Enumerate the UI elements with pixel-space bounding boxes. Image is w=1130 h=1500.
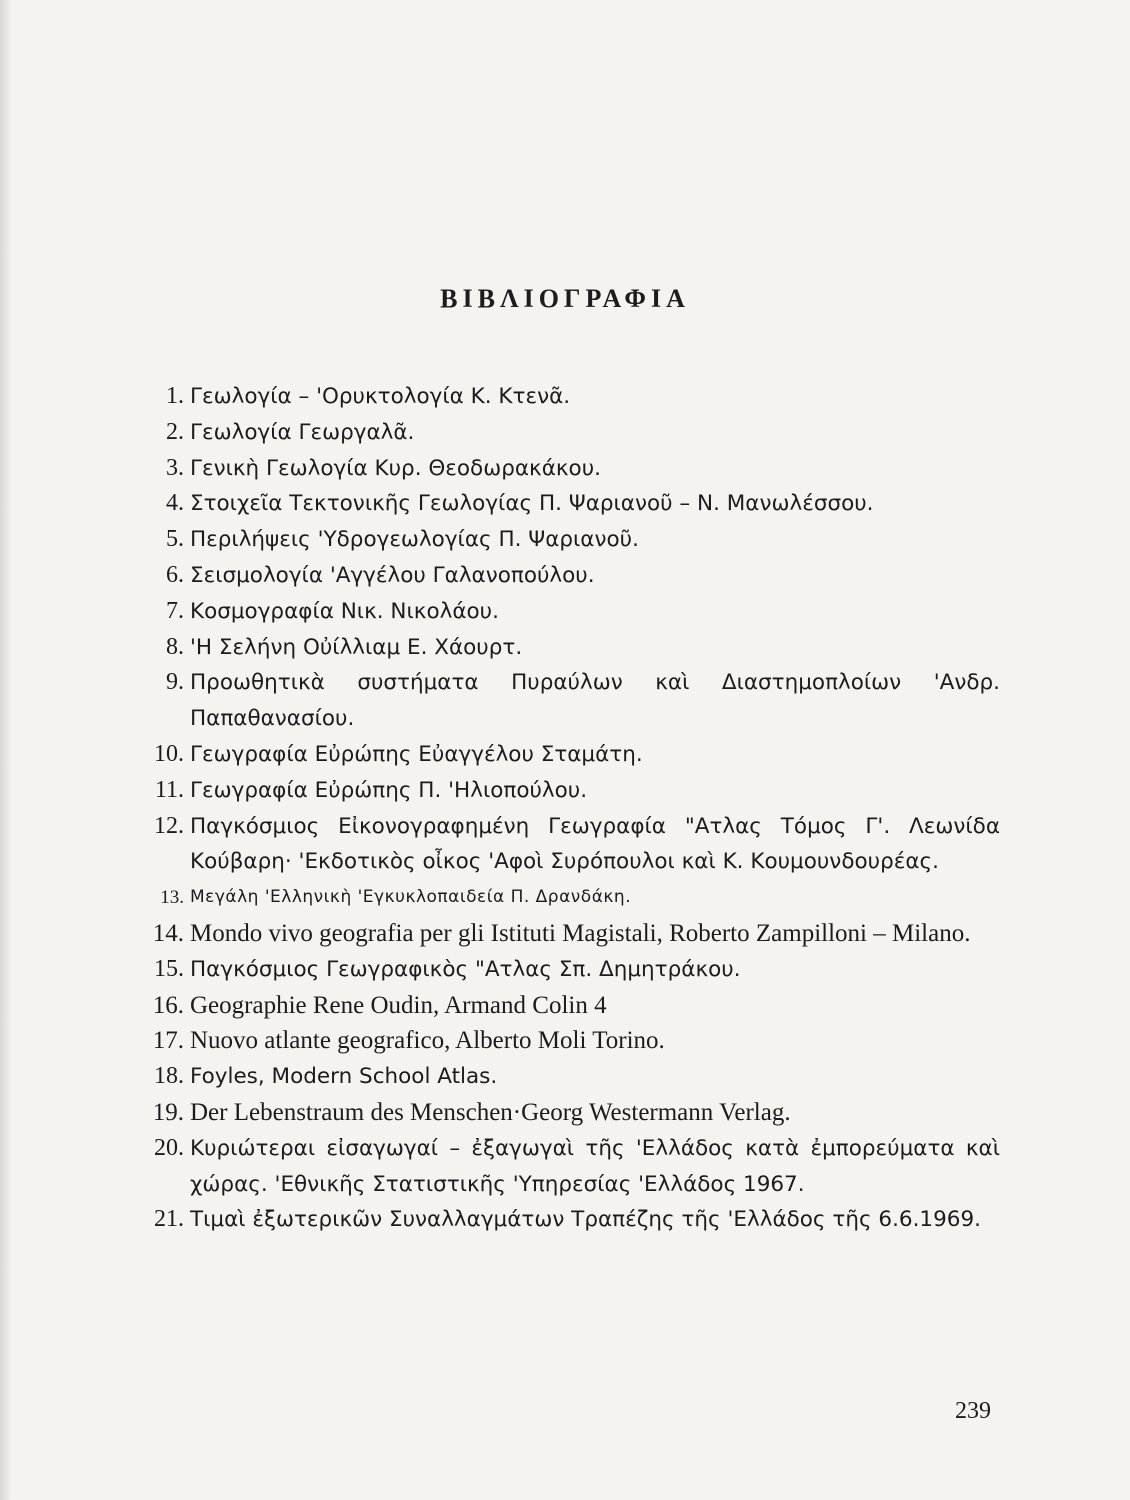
entry-number: 8. <box>166 633 184 660</box>
list-item <box>130 1059 1000 1095</box>
entry-text: Foyles, Modern School Atlas. <box>190 1064 498 1090</box>
list-item <box>130 665 1000 737</box>
entry-number: 21. <box>154 1206 184 1233</box>
entry-number: 7. <box>166 597 184 624</box>
entry-text: Γεωγραφία Εὐρώπης Π. 'Ηλιοπούλου. <box>190 777 588 803</box>
list-item <box>130 916 1000 952</box>
list-item <box>130 1202 1000 1238</box>
entry-text: Τιμαὶ ἐξωτερικῶν Συναλλαγμάτων Τραπέζης τῆς 'Ελλάδος τῆς 6.6.1969. <box>190 1207 981 1233</box>
entry-number: 18. <box>154 1063 184 1090</box>
list-item <box>130 415 1000 451</box>
list-item <box>130 1023 1000 1059</box>
list-item <box>130 1131 1000 1203</box>
entry-text: Κυριώτεραι εἰσαγωγαί – ἐξαγωγαὶ τῆς 'Ελλάδος κατὰ ἐμπορεύματα καὶ χώρας. 'Εθνικῆς Στατιστικῆς 'Υπηρεσίας 'Ελλάδος 1967. <box>190 1135 1000 1197</box>
entry-text: Στοιχεῖα Τεκτονικῆς Γεωλογίας Π. Ψαριανοῦ – Ν. Μανωλέσσου. <box>190 491 874 517</box>
entry-number: 11. <box>154 776 184 803</box>
entry-text: Περιλήψεις 'Υδρογεωλογίας Π. Ψαριανοῦ. <box>190 527 639 553</box>
entry-text: Geographie Rene Oudin, Armand Colin 4 <box>190 991 607 1019</box>
entry-number: 5. <box>166 526 184 553</box>
bibliography-list <box>130 379 1000 1238</box>
list-item <box>130 379 1000 415</box>
page-edge-shadow <box>0 0 12 1500</box>
entry-text: Mondo vivo geografia per gli Istituti Magistali, Roberto Zampilloni – Milano. <box>190 919 971 947</box>
list-item <box>130 451 1000 487</box>
list-item <box>130 988 1000 1024</box>
entry-number: 15. <box>154 955 184 982</box>
entry-number: 20. <box>154 1134 184 1161</box>
entry-number: 12. <box>154 812 184 839</box>
entry-number: 17. <box>152 1027 184 1055</box>
entry-number: 1. <box>166 383 184 409</box>
entry-text: Γεωλογία – 'Ορυκτολογία Κ. Κτενᾶ. <box>190 384 571 409</box>
entry-text: 'Η Σελήνη Οὐίλλιαμ Ε. Χάουρτ. <box>190 634 523 660</box>
entry-text: Προωθητικὰ συστήματα Πυραύλων καὶ Διαστημοπλοίων 'Ανδρ. Παπαθανασίου. <box>190 670 1000 732</box>
entry-number: 19. <box>152 1098 184 1126</box>
entry-number: 16. <box>152 991 184 1019</box>
list-item <box>130 558 1000 594</box>
entry-number: 2. <box>166 418 184 445</box>
entry-text: Γεωλογία Γεωργαλᾶ. <box>190 419 415 445</box>
page-number: 239 <box>955 1398 991 1424</box>
entry-number: 4. <box>166 490 184 517</box>
entry-text: Γενικὴ Γεωλογία Κυρ. Θεοδωρακάκου. <box>190 455 601 481</box>
entry-text: Μεγάλη 'Ελληνικὴ 'Εγκυκλοπαιδεία Π. Δρανδάκη. <box>190 887 632 908</box>
entry-number: 10. <box>154 740 184 767</box>
list-item <box>130 809 1000 881</box>
entry-number: 6. <box>166 561 184 588</box>
entry-text: Der Lebenstraum des Menschen·Georg Westermann Verlag. <box>190 1098 791 1126</box>
entry-number: 9. <box>166 669 184 696</box>
entry-text: Παγκόσμιος Εἰκονογραφημένη Γεωγραφία "Ατλας Τόμος Γ'. Λεωνίδα Κούβαρη· 'Εκδοτικὸς οἶκος 'Αφοὶ Συρόπουλοι καὶ Κ. Κουμουνδουρέας. <box>190 813 1000 875</box>
list-item <box>130 630 1000 666</box>
entry-number: 13. <box>160 887 184 909</box>
entry-number: 14. <box>152 919 184 947</box>
list-item <box>130 522 1000 558</box>
list-item <box>130 952 1000 988</box>
list-item <box>130 1095 1000 1131</box>
page-title: ΒΙΒΛΙΟΓΡΑΦΙΑ <box>440 284 690 313</box>
list-item <box>130 486 1000 522</box>
entry-text: Κοσμογραφία Νικ. Νικολάου. <box>190 598 499 624</box>
list-item <box>130 880 1000 916</box>
list-item <box>130 737 1000 773</box>
entry-text: Σεισμολογία 'Αγγέλου Γαλανοπούλου. <box>190 562 595 588</box>
list-item <box>130 594 1000 630</box>
entry-text: Nuovo atlante geografico, Alberto Moli Torino. <box>190 1027 665 1055</box>
entry-text: Παγκόσμιος Γεωγραφικὸς "Ατλας Σπ. Δημητράκου. <box>190 956 741 982</box>
entry-number: 3. <box>166 454 184 481</box>
list-item <box>130 773 1000 809</box>
entry-text: Γεωγραφία Εὐρώπης Εὐαγγέλου Σταμάτη. <box>190 741 643 767</box>
